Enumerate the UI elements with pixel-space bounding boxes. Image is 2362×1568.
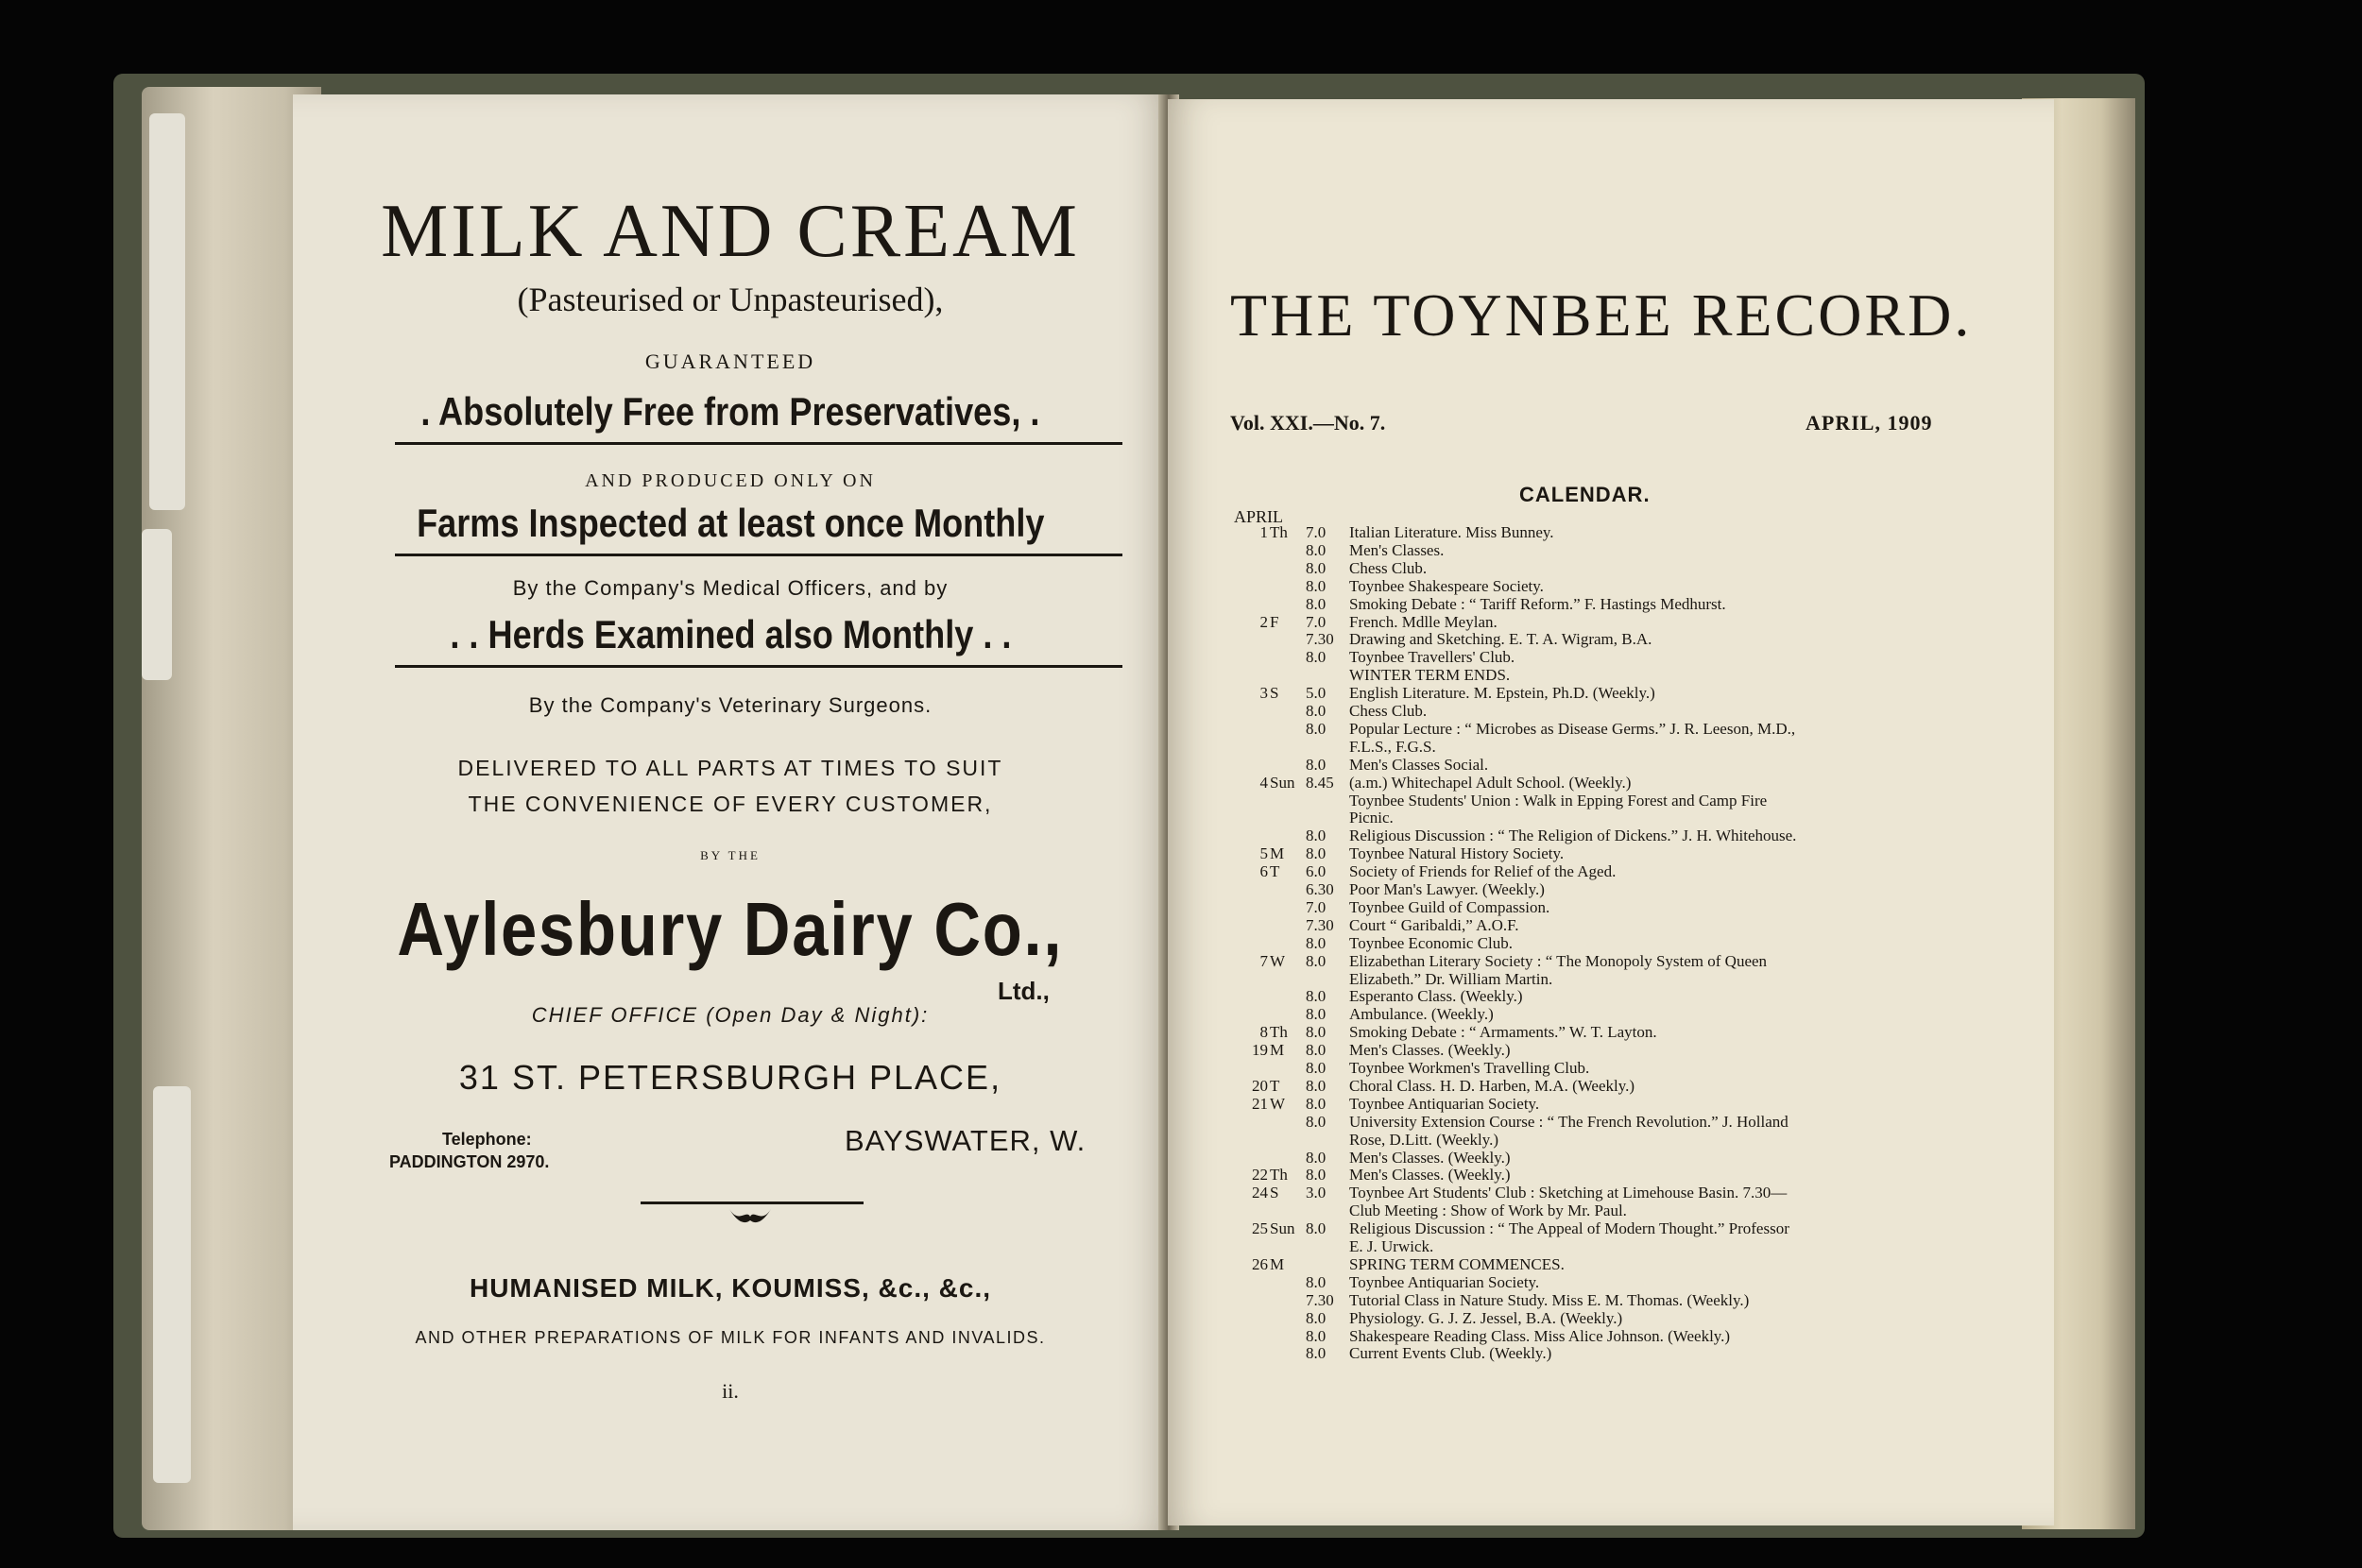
calendar-text: Esperanto Class. (Weekly.) <box>1349 987 1523 1006</box>
calendar-heading: CALENDAR. <box>1519 483 1651 506</box>
calendar-time: 8.0 <box>1306 1166 1326 1185</box>
issue-date: APRIL, 1909 <box>1806 411 1933 435</box>
other-line: AND OTHER PREPARATIONS OF MILK FOR INFANTS AND INVALIDS. <box>415 1328 1046 1347</box>
calendar-text: French. Mdlle Meylan. <box>1349 612 1498 631</box>
calendar-text: Toynbee Travellers' Club. <box>1349 648 1515 667</box>
veterinary-line: By the Company's Veterinary Surgeons. <box>528 693 933 717</box>
headline-free: . Absolutely Free from Preservatives, . <box>420 389 1040 434</box>
headline-farms: Farms Inspected at least once Monthly <box>416 501 1045 545</box>
calendar-text: Religious Discussion : “ The Appeal of Modern Thought.” Professor <box>1349 1219 1789 1238</box>
calendar-day: 6 <box>1259 862 1268 881</box>
calendar-text: Choral Class. H. D. Harben, M.A. (Weekly.) <box>1349 1076 1635 1095</box>
calendar-text: Rose, D.Litt. (Weekly.) <box>1349 1130 1499 1149</box>
calendar-time: 8.0 <box>1306 951 1326 970</box>
calendar-text: Men's Classes Social. <box>1349 755 1489 774</box>
calendar-time: 8.0 <box>1306 1272 1326 1291</box>
calendar-text: SPRING TERM COMMENCES. <box>1349 1254 1565 1273</box>
calendar-text: Tutorial Class in Nature Study. Miss E. M. Thomas. (Weekly.) <box>1349 1290 1750 1309</box>
calendar-text: Toynbee Economic Club. <box>1349 933 1514 952</box>
calendar-time: 8.0 <box>1306 844 1326 863</box>
calendar-text: Toynbee Students' Union : Walk in Epping Forest and Camp Fire <box>1349 791 1768 810</box>
calendar-time: 8.0 <box>1306 1041 1326 1060</box>
torn-paper-strip <box>149 113 185 510</box>
calendar-text: Toynbee Natural History Society. <box>1349 844 1565 863</box>
calendar-text: Elizabethan Literary Society : “ The Monopoly System of Queen <box>1349 951 1768 970</box>
calendar-day: 20 <box>1252 1076 1268 1095</box>
calendar-time: 8.0 <box>1306 594 1326 613</box>
calendar-text: Italian Literature. Miss Bunney. <box>1349 523 1554 541</box>
calendar-day: 24 <box>1252 1184 1268 1202</box>
calendar-day: 25 <box>1252 1219 1268 1238</box>
calendar-text: Men's Classes. (Weekly.) <box>1349 1041 1511 1060</box>
calendar-time: 6.30 <box>1306 880 1334 898</box>
page-number: ii. <box>722 1379 739 1403</box>
calendar-time: 8.0 <box>1306 1344 1326 1363</box>
humanised-line: HUMANISED MILK, KOUMISS, &c., &c., <box>469 1273 992 1303</box>
calendar-time: 8.0 <box>1306 1112 1326 1131</box>
calendar-weekday: M <box>1270 1041 1285 1060</box>
calendar-time: 7.0 <box>1306 523 1326 541</box>
calendar-text: Current Events Club. (Weekly.) <box>1349 1344 1552 1363</box>
calendar-day: 22 <box>1252 1166 1268 1185</box>
calendar-text: Toynbee Antiquarian Society. <box>1349 1094 1540 1113</box>
record-title: THE TOYNBEE RECORD. <box>1230 281 1973 349</box>
calendar-day: 5 <box>1259 844 1268 863</box>
calendar-text: Elizabeth.” Dr. William Martin. <box>1349 969 1553 988</box>
calendar-text: Men's Classes. (Weekly.) <box>1349 1166 1511 1185</box>
volume-number: Vol. XXI.—No. 7. <box>1230 411 1386 435</box>
calendar-weekday: Th <box>1270 1166 1288 1185</box>
headline-herds: . . Herds Examined also Monthly . . <box>449 612 1012 656</box>
calendar-time: 7.30 <box>1306 630 1334 649</box>
torn-paper-strip <box>153 1086 191 1483</box>
calendar-text: F.L.S., F.G.S. <box>1349 737 1436 756</box>
calendar-text: Smoking Debate : “ Armaments.” W. T. Layton. <box>1349 1023 1657 1042</box>
calendar-month: APRIL <box>1234 507 1284 526</box>
calendar-weekday: F <box>1270 612 1279 631</box>
calendar-time: 8.0 <box>1306 1094 1326 1113</box>
calendar-day: 2 <box>1259 612 1268 631</box>
calendar-text: Smoking Debate : “ Tariff Reform.” F. Hastings Medhurst. <box>1349 594 1726 613</box>
calendar-text: Chess Club. <box>1349 558 1428 577</box>
calendar-weekday: Sun <box>1270 1219 1295 1238</box>
delivered-line-2: THE CONVENIENCE OF EVERY CUSTOMER, <box>468 792 993 816</box>
calendar-text: Physiology. G. J. Z. Jessel, B.A. (Weekly.) <box>1349 1308 1623 1327</box>
calendar-text: Men's Classes. <box>1349 540 1445 559</box>
calendar-weekday: M <box>1270 1254 1285 1273</box>
rule <box>395 554 1122 556</box>
calendar-weekday: W <box>1270 1094 1286 1113</box>
calendar-text: Toynbee Shakespeare Society. <box>1349 576 1544 595</box>
calendar-weekday: W <box>1270 951 1286 970</box>
calendar-time: 8.0 <box>1306 1023 1326 1042</box>
calendar-time: 6.0 <box>1306 862 1326 881</box>
calendar-day: 4 <box>1259 773 1268 792</box>
calendar-time: 8.45 <box>1306 773 1334 792</box>
calendar-text: Chess Club. <box>1349 702 1428 720</box>
by-the-label: BY THE <box>700 848 761 862</box>
telephone-number: PADDINGTON 2970. <box>389 1152 550 1171</box>
calendar-text: WINTER TERM ENDS. <box>1349 666 1511 685</box>
calendar-time: 3.0 <box>1306 1184 1326 1202</box>
calendar-text: Drawing and Sketching. E. T. A. Wigram, B.A. <box>1349 630 1652 649</box>
calendar-time: 8.0 <box>1306 576 1326 595</box>
calendar-weekday: Sun <box>1270 773 1295 792</box>
calendar-time: 8.0 <box>1306 648 1326 667</box>
ornament-rule <box>641 1202 864 1204</box>
calendar-time: 7.0 <box>1306 897 1326 916</box>
calendar-text: (a.m.) Whitechapel Adult School. (Weekly.) <box>1349 773 1632 792</box>
calendar-time: 8.0 <box>1306 987 1326 1006</box>
calendar-time: 8.0 <box>1306 1326 1326 1345</box>
left-page-advertisement <box>293 94 1168 1530</box>
calendar-text: Toynbee Art Students' Club : Sketching at Limehouse Basin. 7.30— <box>1349 1184 1788 1202</box>
calendar-time: 8.0 <box>1306 540 1326 559</box>
calendar-day: 21 <box>1252 1094 1268 1113</box>
calendar-text: Toynbee Guild of Compassion. <box>1349 897 1550 916</box>
calendar-day: 8 <box>1259 1023 1268 1042</box>
calendar-time: 8.0 <box>1306 1148 1326 1167</box>
calendar-time: 8.0 <box>1306 1219 1326 1238</box>
rule <box>395 442 1122 445</box>
calendar-day: 3 <box>1259 684 1268 703</box>
calendar-day: 7 <box>1259 951 1268 970</box>
guaranteed-label: GUARANTEED <box>644 349 816 373</box>
calendar-time: 8.0 <box>1306 827 1326 845</box>
ornament-icon <box>726 1205 775 1226</box>
calendar-weekday: T <box>1270 1076 1280 1095</box>
calendar-text: Toynbee Antiquarian Society. <box>1349 1272 1540 1291</box>
calendar-day: 1 <box>1259 523 1268 541</box>
calendar-text: University Extension Course : “ The French Revolution.” J. Holland <box>1349 1112 1789 1131</box>
calendar-time: 8.0 <box>1306 719 1326 738</box>
calendar-time: 8.0 <box>1306 558 1326 577</box>
ad-title: MILK AND CREAM <box>381 190 1080 273</box>
calendar-text: Ambulance. (Weekly.) <box>1349 1005 1494 1024</box>
calendar-text: Religious Discussion : “ The Religion of Dickens.” J. H. Whitehouse. <box>1349 827 1797 845</box>
chief-office: CHIEF OFFICE (Open Day & Night): <box>531 1003 930 1027</box>
address: 31 ST. PETERSBURGH PLACE, <box>458 1058 1002 1097</box>
district: BAYSWATER, W. <box>845 1124 1087 1157</box>
calendar-text: Picnic. <box>1349 809 1394 827</box>
calendar-weekday: Th <box>1270 523 1288 541</box>
calendar-time: 8.0 <box>1306 755 1326 774</box>
telephone-label: Telephone: <box>442 1130 532 1149</box>
calendar-weekday: S <box>1270 684 1279 703</box>
calendar-time: 8.0 <box>1306 1076 1326 1095</box>
ad-subtitle: (Pasteurised or Unpasteurised), <box>517 281 944 318</box>
calendar-time: 8.0 <box>1306 1005 1326 1024</box>
calendar-text: Popular Lecture : “ Microbes as Disease Germs.” J. R. Leeson, M.D., <box>1349 719 1796 738</box>
calendar-text: Society of Friends for Relief of the Aged. <box>1349 862 1617 881</box>
calendar-text: English Literature. M. Epstein, Ph.D. (Weekly.) <box>1349 684 1655 703</box>
rule <box>395 665 1122 668</box>
calendar-time: 5.0 <box>1306 684 1326 703</box>
calendar-text: E. J. Urwick. <box>1349 1237 1434 1255</box>
calendar-time: 8.0 <box>1306 1308 1326 1327</box>
torn-paper-strip <box>142 529 172 680</box>
calendar-time: 7.30 <box>1306 1290 1334 1309</box>
calendar-time: 8.0 <box>1306 702 1326 720</box>
calendar-text: Shakespeare Reading Class. Miss Alice Johnson. (Weekly.) <box>1349 1326 1731 1345</box>
calendar-weekday: T <box>1270 862 1280 881</box>
medical-line: By the Company's Medical Officers, and by <box>512 576 949 600</box>
calendar-weekday: S <box>1270 1184 1279 1202</box>
calendar-weekday: M <box>1270 844 1285 863</box>
calendar-text: Club Meeting : Show of Work by Mr. Paul. <box>1349 1202 1627 1220</box>
calendar-day: 26 <box>1252 1254 1268 1273</box>
company-name: Aylesbury Dairy Co., <box>397 887 1064 971</box>
produced-label: AND PRODUCED ONLY ON <box>585 470 876 491</box>
calendar-time: 7.0 <box>1306 612 1326 631</box>
calendar-time: 7.30 <box>1306 915 1334 934</box>
calendar-time: 8.0 <box>1306 1059 1326 1077</box>
calendar-weekday: Th <box>1270 1023 1288 1042</box>
calendar-day: 19 <box>1252 1041 1268 1060</box>
calendar-text: Poor Man's Lawyer. (Weekly.) <box>1349 880 1545 898</box>
calendar-time: 8.0 <box>1306 933 1326 952</box>
calendar-text: Toynbee Workmen's Travelling Club. <box>1349 1059 1590 1077</box>
delivered-line-1: DELIVERED TO ALL PARTS AT TIMES TO SUIT <box>457 756 1003 780</box>
company-ltd: Ltd., <box>998 977 1050 1005</box>
calendar-text: Court “ Garibaldi,” A.O.F. <box>1349 915 1519 934</box>
calendar-text: Men's Classes. (Weekly.) <box>1349 1148 1511 1167</box>
